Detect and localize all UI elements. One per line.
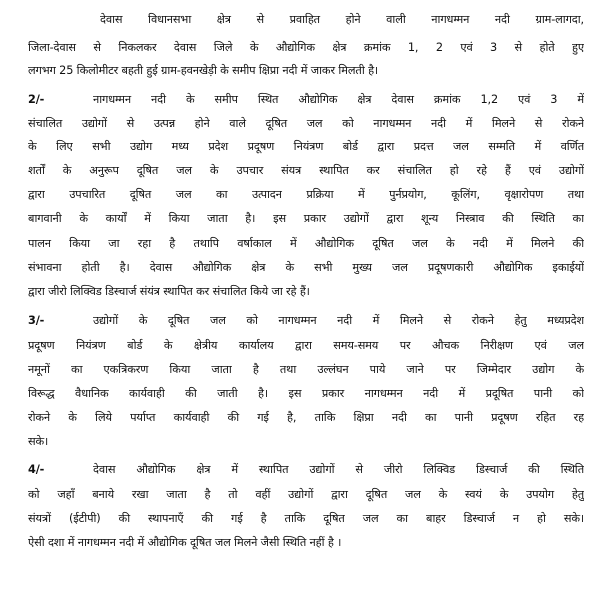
para3-line-1: उद्योगों के दूषित जल को नागधम्मन नदी में मिलने से रोकने हेतु मध्यप्रदेश xyxy=(93,314,584,327)
para3-line-2: प्रदूषण नियंत्रण बोर्ड के क्षेत्रीय कार्यालय द्वारा समय-समय पर औचक निरीक्षण एवं जल xyxy=(28,339,584,352)
para3-line-6: सके। xyxy=(28,435,49,448)
para2-line-3: के लिए सभी उद्योग मध्य प्रदेश प्रदूषण नियंत्रण बोर्ड द्वारा प्रदत्त जल सम्मति में वर्णित xyxy=(28,140,584,153)
para2-line-4: शर्तों के अनुरूप दूषित जल के उपचार संयत्र स्थापित कर संचालित हो रहे हैं एवं उद्योगों xyxy=(28,164,584,177)
para4-line-3: संयत्रों (ईटीपी) की स्थापनाएँ की गई है ताकि दूषित जल का बाहर डिस्चार्ज न हो सके। xyxy=(28,512,584,525)
intro-line-3: लगभग 25 किलोमीटर बहती हुई ग्राम-हवनखेड़ी के समीप क्षिप्रा नदी में जाकर मिलती है। xyxy=(28,64,379,77)
para2-line-7: पालन किया जा रहा है तथापि वर्षाकाल में औद्योगिक दूषित जल के नदी में मिलने की xyxy=(28,237,584,250)
para4-line-4: ऐसी दशा में नागधम्मन नदी में औद्योगिक दूषित जल मिलने जैसी स्थिति नहीं है । xyxy=(28,536,342,549)
para4-line-2: को जहाँ बनाये रखा जाता है तो वहीं उद्योगों द्वारा दूषित जल के स्वयं के उपयोग हेतु xyxy=(28,488,584,501)
para2-line-5: द्वारा उपचारित दूषित जल का उत्पादन प्रक्रिया में पुर्नप्रयोग, कूलिंग, वृक्षारोपण तथा xyxy=(28,188,584,201)
para4-line-1: देवास औद्योगिक क्षेत्र में स्थापित उद्योगों से जीरो लिक्विड डिस्चार्ज की स्थिति xyxy=(93,463,584,476)
para2-line-1: नागधम्मन नदी के समीप स्थित औद्योगिक क्षेत्र देवास क्रमांक 1,2 एवं 3 में xyxy=(93,93,584,106)
para3-line-4: विरूद्ध वैधानिक कार्यवाही की जाती है। इस प्रकार नागधम्मन नदी में प्रदूषित पानी को xyxy=(28,387,584,400)
intro-line-1: देवास विधानसभा क्षेत्र से प्रवाहित होने वाली नागधम्मन नदी ग्राम-लागदा, xyxy=(100,13,584,26)
para2-line-8: संभावना होती है। देवास औद्योगिक क्षेत्र के सभी मुख्य जल प्रदूषणकारी औद्योगिक इकाईयों xyxy=(28,261,584,274)
para2-line-6: बागवानी के कार्यों में किया जाता है। इस प्रकार उद्योगों द्वारा शून्य निस्त्राव की स्थिति का xyxy=(28,212,584,225)
para4-number: 4/- xyxy=(28,463,45,476)
para2-number: 2/- xyxy=(28,93,45,106)
intro-line-2: जिला-देवास से निकलकर देवास जिले के औद्योगिक क्षेत्र क्रमांक 1, 2 एवं 3 से होते हुए xyxy=(28,41,584,54)
para3-line-5: रोकने के लिये पर्याप्त कार्यवाही की गई है, ताकि क्षिप्रा नदी का पानी प्रदूषण रहित रह xyxy=(28,411,584,424)
para2-line-9: द्वारा जीरो लिक्विड डिस्चार्ज संयंत्र स्थापित कर संचालित किये जा रहे हैं। xyxy=(28,285,310,298)
para3-line-3: नमूनों का एकत्रिकरण किया जाता है तथा उल्लंघन पाये जाने पर जिम्मेदार उद्योग के xyxy=(28,363,584,376)
para3-number: 3/- xyxy=(28,314,45,327)
para2-line-2: संचालित उद्योगों से उत्पन्न होने वाले दूषित जल को नागधम्मन नदी में मिलने से रोकने xyxy=(28,117,584,130)
